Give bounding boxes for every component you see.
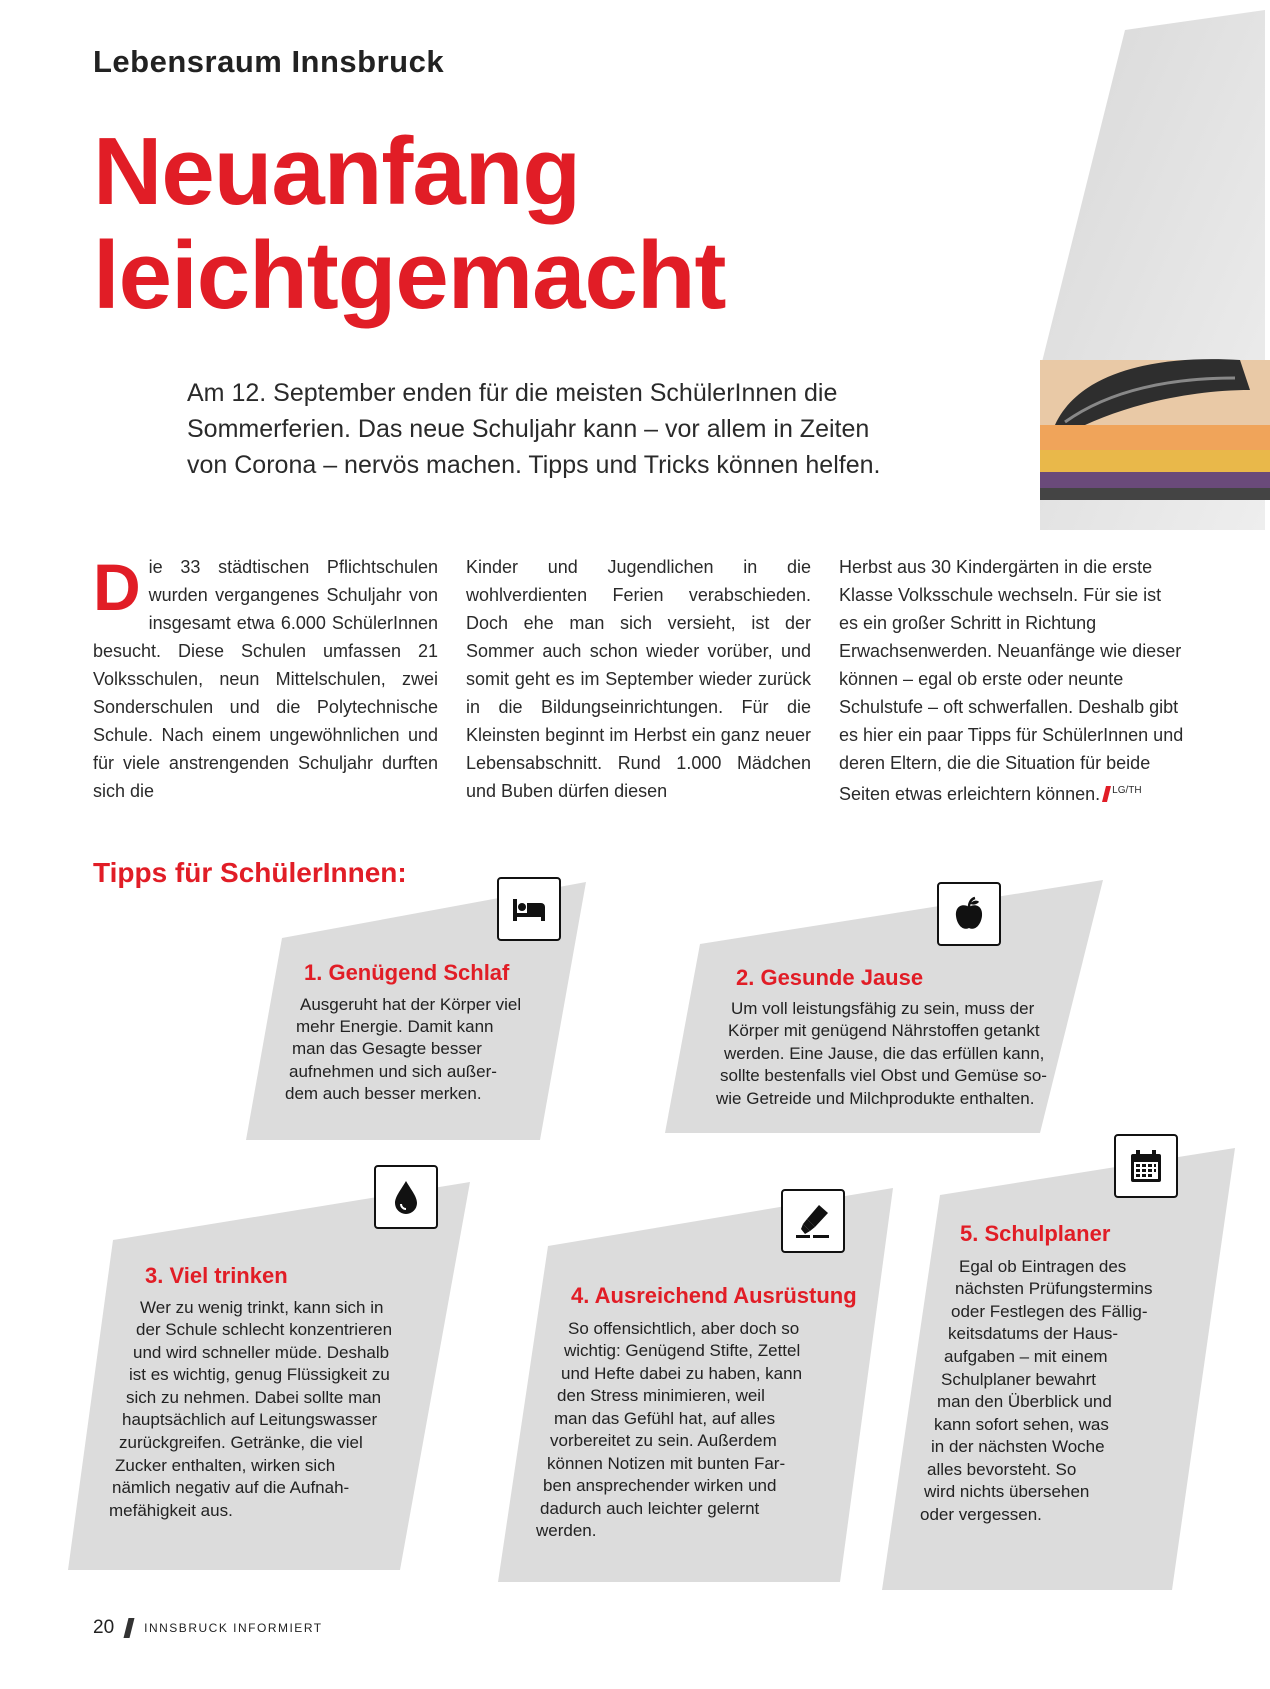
tip-5-line: oder vergessen.: [920, 1505, 1042, 1524]
tip-3-line: hauptsächlich auf Leitungswasser: [122, 1410, 378, 1429]
tip-3-icon-box: [374, 1165, 438, 1229]
tip-5-line: alles bevorsteht. So: [927, 1460, 1077, 1479]
tip-3-line: der Schule schlecht konzentrieren: [136, 1320, 393, 1339]
tip-5-line: wird nichts übersehen: [924, 1482, 1090, 1501]
tip-4-title: 4. Ausreichend Ausrüstung: [571, 1283, 857, 1308]
tip-5-line: in der nächsten Woche: [931, 1437, 1105, 1456]
tip-1-line: Ausgeruht hat der Körper viel: [300, 995, 522, 1014]
tip-2-line: sollte bestenfalls viel Obst und Gemüse so-: [720, 1066, 1047, 1085]
tip-1-line: man das Gesagte besser: [292, 1039, 482, 1058]
apple-icon: [949, 894, 989, 934]
bed-icon: [509, 889, 549, 929]
tip-4-line: wichtig: Genügend Stifte, Zettel: [564, 1341, 801, 1360]
calendar-icon: [1126, 1146, 1166, 1186]
tip-2-line: Um voll leistungsfähig zu sein, muss der: [731, 999, 1035, 1018]
tip-3-line: zurückgreifen. Getränke, die viel: [119, 1433, 363, 1452]
tip-4-line: vorbereitet zu sein. Außerdem: [550, 1431, 777, 1450]
tip-4-line: können Notizen mit bunten Far-: [547, 1454, 786, 1473]
tip-1-line: aufnehmen und sich außer-: [289, 1062, 497, 1081]
section-label: Lebensraum Innsbruck: [93, 44, 445, 79]
author-signature: LG/TH: [1112, 785, 1142, 796]
tip-3-line: sich zu nehmen. Dabei sollte man: [126, 1388, 382, 1407]
tip-4-line: ben ansprechender wirken und: [543, 1476, 777, 1495]
tip-5-icon-box: [1114, 1134, 1178, 1198]
tip-5-line: Egal ob Eintragen des: [959, 1257, 1127, 1276]
tip-5-title: 5. Schulplaner: [960, 1221, 1111, 1246]
tip-4-line: man das Gefühl hat, auf alles: [554, 1409, 776, 1428]
tip-5-line: kann sofort sehen, was: [934, 1415, 1109, 1434]
tip-3-line: mefähigkeit aus.: [109, 1501, 233, 1520]
tip-2-line: Körper mit genügend Nährstoffen getankt: [728, 1021, 1040, 1040]
tip-5-line: aufgaben – mit einem: [944, 1347, 1108, 1366]
tip-1-line: dem auch besser merken.: [285, 1084, 482, 1103]
tip-4-line: werden.: [536, 1521, 597, 1540]
lead-line: Sommerferien. Das neue Schuljahr kann – vor allem in Zeiten: [187, 415, 870, 443]
tip-4-line: den Stress minimieren, weil: [557, 1386, 765, 1405]
tip-1-icon-box: [497, 877, 561, 941]
tip-1-title: 1. Genügend Schlaf: [304, 960, 510, 985]
tip-5-line: Schulplaner bewahrt: [941, 1370, 1096, 1389]
tip-3-line: Wer zu wenig trinkt, kann sich in: [140, 1298, 384, 1317]
tip-5-line: man den Überblick und: [937, 1392, 1112, 1411]
tip-3-line: Zucker enthalten, wirken sich: [115, 1456, 336, 1475]
page-footer: [93, 1617, 323, 1639]
article-text: ie 33 städtischen Pflichtschulen wurden vergangenes Schuljahr von insgesamt etwa 6.000 SchülerInnen besucht. Diese Schulen umfassen 21 Volksschulen, neun Mittelschulen, zwei Sonderschulen und die Polytechnische Schule. Nach einem ungewöhnlichen und für viele anstrengenden Schuljahr durften sich die: [93, 557, 438, 801]
tip-5-line: oder Festlegen des Fällig-: [951, 1302, 1148, 1321]
highlighter-icon: [793, 1201, 833, 1241]
tip-4-line: So offensichtlich, aber doch so: [568, 1319, 800, 1338]
article-text: Herbst aus 30 Kindergärten in die erste Klasse Volksschule wechseln. Für sie ist es ein großer Schritt in Richtung Erwachsenwerden. Neuanfänge wie dieser können – egal ob erste oder neunte Schulstufe – oft schwerfallen. Deshalb gibt es hier ein paar Tipps für SchülerInnen und deren Eltern, die die Situation für beide Seiten etwas erleichtern können.: [839, 557, 1184, 804]
headline-line-1: Neuanfang: [93, 118, 581, 225]
headline-line-2: leichtgemacht: [93, 222, 726, 329]
tip-3-line: ist es wichtig, genug Flüssigkeit zu: [129, 1365, 390, 1384]
tip-5-line: keitsdatums der Haus-: [948, 1324, 1119, 1343]
tip-3-line: nämlich negativ auf die Aufnah-: [112, 1478, 350, 1497]
tip-4-line: dadurch auch leichter gelernt: [540, 1499, 760, 1518]
tip-3-title: 3. Viel trinken: [145, 1263, 288, 1288]
tip-5-line: nächsten Prüfungstermins: [955, 1279, 1153, 1298]
tips-heading: Tipps für SchülerInnen:: [93, 857, 407, 888]
lead-line: Am 12. September enden für die meisten SchülerInnen die: [187, 379, 838, 407]
article-text: Kinder und Jugendlichen in die wohlverdienten Ferien verabschieden. Doch ehe man sich versieht, ist der Sommer auch schon wieder vorüber, und somit geht es im September wieder zurück in die Bildungseinrichtungen. Für die Kleinsten beginnt im Herbst ein ganz neuer Lebensabschnitt. Rund 1.000 Mädchen und Buben dürfen diesen: [466, 557, 811, 801]
tip-4-icon-box: [781, 1189, 845, 1253]
tip-3-line: und wird schneller müde. Deshalb: [133, 1343, 390, 1362]
drop-cap: D: [93, 550, 141, 624]
publication-name: INNSBRUCK INFORMIERT: [144, 1621, 323, 1635]
tip-2-line: werden. Eine Jause, die das erfüllen kann,: [724, 1044, 1045, 1063]
tip-2-icon-box: [937, 882, 1001, 946]
tip-4-line: und Hefte dabei zu haben, kann: [561, 1364, 803, 1383]
tip-1-line: mehr Energie. Damit kann: [296, 1017, 494, 1036]
slash-mark-icon: [124, 1618, 135, 1638]
tip-2-line: wie Getreide und Milchprodukte enthalten.: [716, 1089, 1035, 1108]
water-drop-icon: [386, 1177, 426, 1217]
lead-line: von Corona – nervös machen. Tipps und Tricks können helfen.: [187, 451, 881, 479]
page-number: 20: [93, 1617, 115, 1638]
tip-2-title: 2. Gesunde Jause: [736, 965, 924, 990]
